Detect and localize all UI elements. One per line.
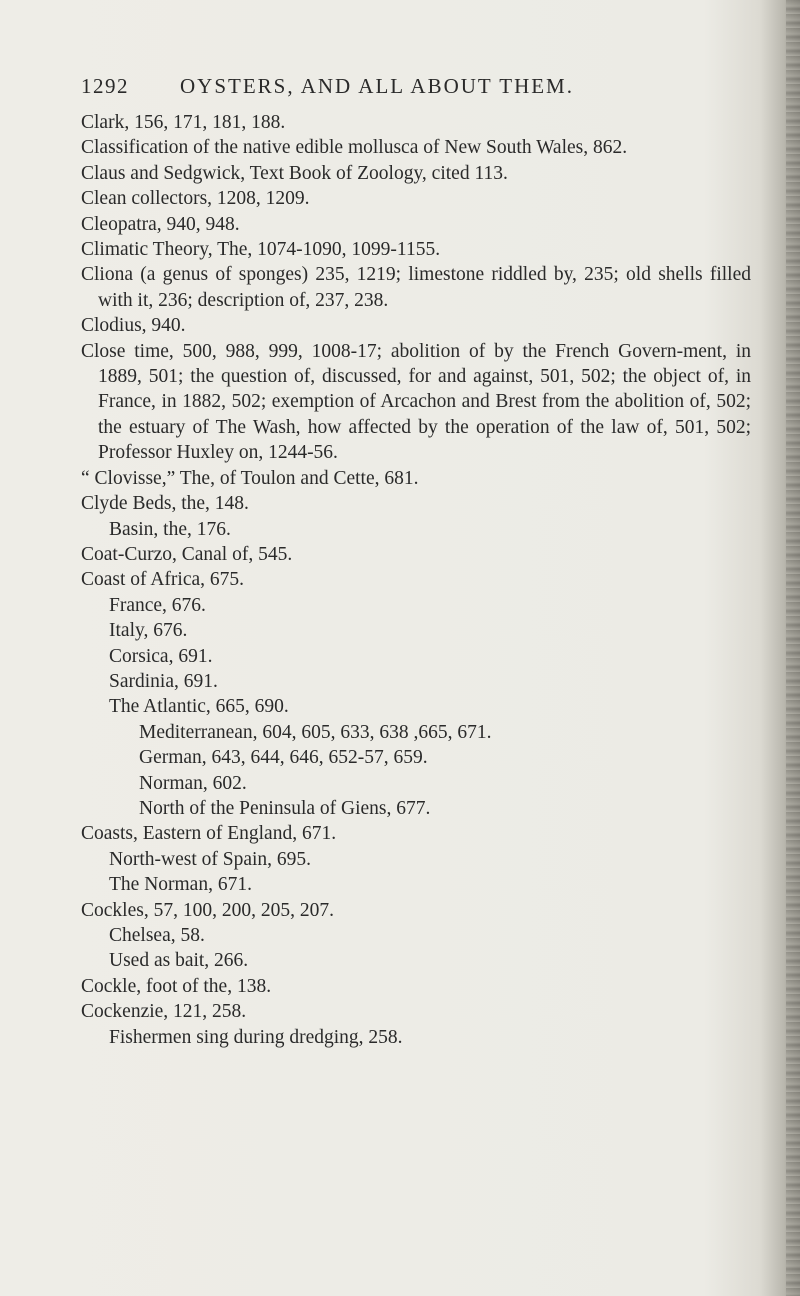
index-entry: Coat-Curzo, Canal of, 545. (81, 543, 293, 565)
page-number: 1292 (81, 74, 129, 98)
index-entry: Corsica, 691. (109, 645, 213, 667)
index-entry: “ Clovisse,” The, of Toulon and Cette, 681. (81, 467, 419, 489)
index-entry: France, 676. (109, 594, 206, 616)
index-entry: Climatic Theory, The, 1074-1090, 1099-1155. (81, 239, 441, 261)
index-entry: Clodius, 940. (81, 315, 186, 337)
index-entry: Fishermen sing during dredging, 258. (109, 1026, 403, 1048)
index-entry: Clean collectors, 1208, 1209. (81, 188, 310, 210)
index-entry: Coasts, Eastern of England, 671. (81, 823, 337, 845)
index-entry: Classification of the native edible mollusca of New South Wales, 862. (81, 137, 628, 159)
index-entry: Basin, the, 176. (109, 518, 231, 540)
index-entry: Used as bait, 266. (109, 950, 249, 972)
index-entry: Close time, 500, 988, 999, 1008-17; abolition of by the French Govern-ment, in 1889, 501; the question of, discussed, for and against, 501, 502; the object of, in France, in 1882, 502; exemption of Arcachon and Brest from the abolition of, 502; the estuary of The Wash, how affected by the operation of the law of, 501, 502; Professor Huxley on, 1244-56. (81, 340, 751, 464)
index-entry: Cockle, foot of the, 138. (81, 975, 272, 997)
index-entry: Cleopatra, 940, 948. (81, 213, 240, 235)
index-entries (81, 110, 751, 1050)
index-entry: Sardinia, 691. (109, 670, 218, 692)
index-entry: Clyde Beds, the, 148. (81, 493, 249, 515)
index-entry: Mediterranean, 604, 605, 633, 638 ,665, 671. (139, 721, 492, 743)
index-entry: North-west of Spain, 695. (109, 848, 312, 870)
running-title: OYSTERS, AND ALL ABOUT THEM. (180, 74, 574, 98)
index-entry: Coast of Africa, 675. (81, 569, 245, 591)
index-entry: Clark, 156, 171, 181, 188. (81, 112, 286, 133)
index-entry: Italy, 676. (109, 620, 188, 642)
index-entry: Chelsea, 58. (109, 925, 205, 946)
page-edge (786, 0, 800, 1296)
index-entry: German, 643, 644, 646, 652-57, 659. (139, 747, 428, 769)
index-entry: Norman, 602. (139, 772, 247, 794)
index-entry: Claus and Sedgwick, Text Book of Zoology, cited 113. (81, 162, 508, 184)
index-entry: Cockles, 57, 100, 200, 205, 207. (81, 899, 334, 921)
index-entry: The Norman, 671. (109, 874, 252, 896)
index-entry: Cockenzie, 121, 258. (81, 1001, 247, 1023)
index-entry: North of the Peninsula of Giens, 677. (139, 797, 431, 819)
index-entry: Cliona (a genus of sponges) 235, 1219; limestone riddled by, 235; old shells filled with it, 236; description of, 237, 238. (81, 264, 751, 311)
index-entry: The Atlantic, 665, 690. (109, 696, 289, 718)
